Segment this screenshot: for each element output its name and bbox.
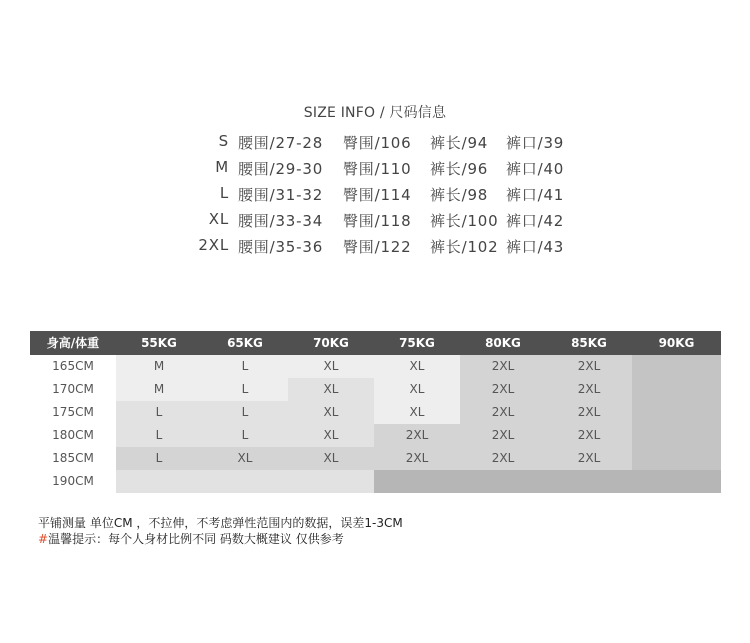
size-cell: XL [409, 382, 425, 396]
height-label: 165CM [52, 359, 94, 373]
size-cell: 2XL [491, 451, 515, 465]
length-measure: 裤长/98 [430, 186, 489, 204]
size-cell: XL [237, 451, 253, 465]
size-cell: XL [409, 359, 425, 373]
length-measure: 裤长/96 [430, 160, 489, 178]
size-row [0, 158, 750, 182]
size-row [0, 132, 750, 156]
length-measure: 裤长/102 [430, 238, 499, 256]
hem-measure: 裤口/39 [506, 134, 565, 152]
size-cell: M [153, 382, 165, 396]
size-cell: L [241, 382, 249, 396]
size-cell: 2XL [491, 405, 515, 419]
height-label: 180CM [52, 428, 94, 442]
table-header [30, 331, 721, 355]
hash-mark: # [38, 532, 49, 546]
hip-measure: 臀围/110 [343, 160, 412, 178]
tip-note [38, 530, 344, 547]
size-cell: 2XL [491, 359, 515, 373]
height-label: 190CM [52, 474, 94, 488]
waist-measure: 腰围/27-28 [238, 134, 324, 152]
table-shade [116, 470, 374, 493]
size-label: M [215, 158, 229, 176]
size-cell: L [155, 405, 163, 419]
hem-measure: 裤口/41 [506, 186, 565, 204]
size-cell: 2XL [577, 382, 601, 396]
height-label: 185CM [52, 451, 94, 465]
size-cell: L [155, 428, 163, 442]
size-cell: XL [323, 405, 339, 419]
measurement-note: 平铺测量 单位CM ，不拉伸，不考虑弹性范围内的数据，误差1-3CM [38, 516, 403, 530]
size-cell: 2XL [491, 382, 515, 396]
size-cell: XL [323, 382, 339, 396]
weight-header: 55KG [141, 336, 177, 350]
weight-header: 65KG [227, 336, 263, 350]
size-cell: 2XL [577, 451, 601, 465]
size-cell: M [153, 359, 165, 373]
weight-header: 85KG [571, 336, 607, 350]
hip-measure: 臀围/122 [343, 238, 412, 256]
hem-measure: 裤口/43 [506, 238, 565, 256]
size-cell: 2XL [491, 428, 515, 442]
table-shade [632, 355, 721, 470]
weight-header: 70KG [313, 336, 349, 350]
length-measure: 裤长/100 [430, 212, 499, 230]
table-corner-label: 身高/体重 [46, 336, 100, 350]
size-cell: 2XL [405, 428, 429, 442]
length-measure: 裤长/94 [430, 134, 489, 152]
weight-header: 90KG [658, 336, 695, 350]
size-cell: XL [323, 359, 339, 373]
size-cell: L [241, 428, 249, 442]
size-cell: XL [323, 428, 339, 442]
size-cell: 2XL [577, 428, 601, 442]
size-cell: L [241, 359, 249, 373]
waist-measure: 腰围/33-34 [238, 212, 324, 230]
size-cell: L [155, 451, 163, 465]
size-label: XL [208, 210, 229, 228]
weight-header: 75KG [399, 336, 435, 350]
size-row [0, 184, 750, 208]
hem-measure: 裤口/40 [506, 160, 565, 178]
size-label: 2XL [198, 236, 229, 254]
size-row [0, 236, 750, 260]
size-label: S [218, 132, 229, 150]
size-cell: L [241, 405, 249, 419]
waist-measure: 腰围/35-36 [238, 238, 324, 256]
waist-measure: 腰围/29-30 [238, 160, 324, 178]
weight-header: 80KG [485, 336, 521, 350]
tip-text: 温馨提示：每个人身材比例不同 码数大概建议 仅供参考 [48, 532, 344, 546]
height-label: 175CM [52, 405, 94, 419]
hip-measure: 臀围/106 [343, 134, 412, 152]
hip-measure: 臀围/114 [343, 186, 412, 204]
size-cell: 2XL [577, 405, 601, 419]
size-cell: XL [409, 405, 425, 419]
size-cell: 2XL [405, 451, 429, 465]
size-info-title: SIZE INFO / 尺码信息 [303, 105, 447, 121]
size-row [0, 210, 750, 234]
size-cell: XL [323, 451, 339, 465]
table-shade [374, 470, 721, 493]
hem-measure: 裤口/42 [506, 212, 565, 230]
hip-measure: 臀围/118 [343, 212, 412, 230]
size-cell: 2XL [577, 359, 601, 373]
size-label: L [219, 184, 229, 202]
height-label: 170CM [52, 382, 94, 396]
waist-measure: 腰围/31-32 [238, 186, 324, 204]
